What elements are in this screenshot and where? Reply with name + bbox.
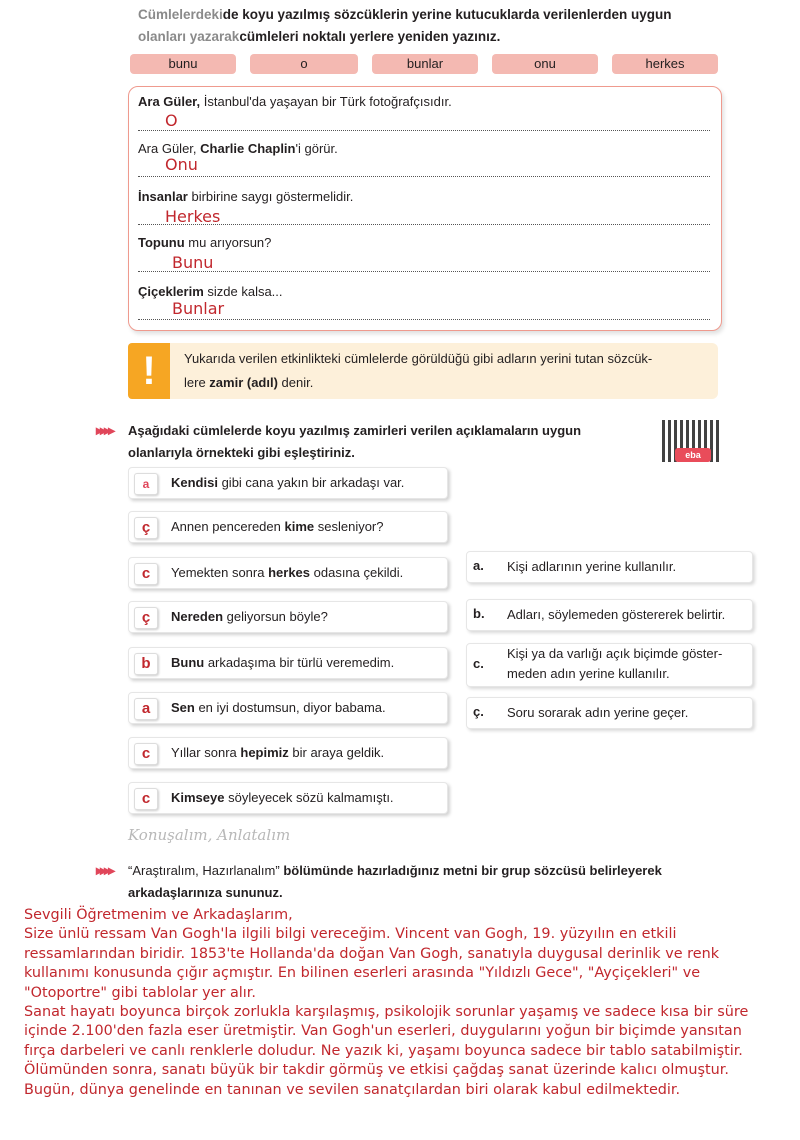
answer-paragraph[interactable] — [24, 906, 784, 1100]
pronoun-item-8: c Kimseye söyleyecek sözü kalmamıştı. — [128, 782, 448, 814]
arrow-icon: ▸▸▸▸ — [96, 862, 113, 878]
instruction-text — [138, 4, 758, 48]
task3-instruction: “Araştıralım, Hazırlanalım” bölümünde hazırladığınız metni bir grup sözcüsü belirleyerek arkadaşlarınıza sununuz. — [128, 863, 662, 900]
pronoun-item-3: c Yemekten sonra herkes odasına çekildi. — [128, 557, 448, 589]
pronoun-item-2: ç Annen pencereden kime sesleniyor? — [128, 511, 448, 543]
answer-line: Sevgili Öğretmenim ve Arkadaşlarım, — [24, 907, 293, 923]
answer-line: Ölümünden sonra, sanatı büyük bir takdir görmüş ve etkisi çağdaş sanat üzerinde kalıcı olmuştur. — [24, 1062, 729, 1079]
info-text: Yukarıda verilen etkinlikteki cümlelerde görüldüğü gibi adların yerini tutan sözcük- lere zamir (adıl) denir. — [184, 351, 653, 390]
pronoun-item-4: ç Nereden geliyorsun böyle? — [128, 601, 448, 633]
answer-line: Size ünlü ressam Van Gogh'la ilgili bilgi vereceğim. Vincent van Gogh, 19. yüzyılın en etkili — [24, 926, 677, 943]
exercise-sentence-5: Çiçeklerim sizde kalsa... — [138, 284, 283, 299]
answer-line: fırça darbeleri ve canlı renklerle doludur. Ne yazık ki, yaşamı boyunca sadece bir tablo satabilmiştir. — [24, 1042, 743, 1059]
answer-line: ressamlarından biridir. 1853'te Hollanda'da doğan Van Gogh, sanatıyla duygusal derinlik ve renk — [24, 945, 720, 962]
exercise-sentence-2: Ara Güler, Charlie Chaplin'i görür. — [138, 141, 338, 156]
word-bank-onu: onu — [492, 54, 598, 74]
explanation-c: c. Kişi ya da varlığı açık biçimde göster- meden adın yerine kullanılır. — [466, 643, 753, 687]
answer-line: kullanımı konusunda çığır açmıştır. En bilinen eserleri arasında "Yıldızlı Gece", "Ayçiçekleri" ve — [24, 965, 701, 982]
answer-letter[interactable]: a — [134, 698, 158, 720]
answer-letter[interactable]: b — [134, 653, 158, 675]
word-bank-bunu: bunu — [130, 54, 236, 74]
answer-line: Sanat hayatı boyunca birçok zorlukla karşılaşmış, psikolojik sorunlar yaşamış ve sadece kısa bir süre — [24, 1004, 749, 1021]
instruction-line-1: de koyu yazılmış sözcüklerin yerine kutucuklarda verilenlerden uygun — [222, 7, 672, 22]
exclamation-icon: ! — [128, 343, 170, 399]
word-bank-o: o — [250, 54, 358, 74]
answer-letter: a — [134, 473, 158, 495]
pronoun-item-1: a Kendisi gibi cana yakın bir arkadaşı var. — [128, 467, 448, 499]
pronoun-item-7: c Yıllar sonra hepimiz bir araya geldik. — [128, 737, 448, 769]
arrow-icon: ▸▸▸▸ — [96, 422, 113, 438]
instruction-line-2: cümleleri noktalı yerlere yeniden yazınız. — [239, 29, 501, 44]
word-bank-herkes: herkes — [612, 54, 718, 74]
explanation-b: b. Adları, söylemeden göstererek belirtir. — [466, 599, 753, 631]
answer-letter[interactable]: c — [134, 563, 158, 585]
explanation-c-cedilla: ç. Soru sorarak adın yerine geçer. — [466, 697, 753, 729]
exercise-answer-2[interactable]: Onu — [165, 155, 198, 174]
answer-line: Bugün, dünya genelinde en tanınan ve sevilen sanatçılardan biri olarak kabul edilmektedir. — [24, 1081, 681, 1098]
section-title: Konuşalım, Anlatalım — [128, 826, 291, 844]
qr-label: eba — [675, 448, 711, 462]
answer-letter[interactable]: ç — [134, 607, 158, 629]
instruction-faded-2: olanları yazarak — [138, 29, 240, 44]
answer-letter[interactable]: ç — [134, 517, 158, 539]
answer-letter[interactable]: c — [134, 743, 158, 765]
answer-line: "Otoportre" gibi tablolar yer alır. — [24, 984, 256, 1001]
pronoun-item-5: b Bunu arkadaşıma bir türlü veremedim. — [128, 647, 448, 679]
word-bank-bunlar: bunlar — [372, 54, 478, 74]
answer-line-3 — [138, 224, 710, 225]
explanation-a: a. Kişi adlarının yerine kullanılır. — [466, 551, 753, 583]
exercise-answer-5[interactable]: Bunlar — [172, 299, 225, 318]
answer-letter[interactable]: c — [134, 788, 158, 810]
instruction-faded-1: Cümlelerdeki — [138, 7, 223, 22]
answer-line-4 — [138, 271, 710, 272]
answer-line-2 — [138, 176, 710, 177]
answer-line-5 — [138, 319, 710, 320]
answer-line-1 — [138, 130, 710, 131]
exercise-answer-4[interactable]: Bunu — [172, 253, 214, 272]
exercise-answer-3[interactable]: Herkes — [165, 207, 221, 226]
answer-line: içinde 2.100'den fazla eser üretmiştir. Van Gogh'un eserleri, duygularını yoğun bir biçimde yansıtan — [24, 1023, 742, 1040]
exercise-sentence-4: Topunu mu arıyorsun? — [138, 235, 272, 250]
pronoun-item-6: a Sen en iyi dostumsun, diyor babama. — [128, 692, 448, 724]
exercise-sentence-3: İnsanlar birbirine saygı göstermelidir. — [138, 189, 354, 204]
exercise-answer-1[interactable]: O — [165, 111, 178, 130]
exercise-sentence-1: Ara Güler, İstanbul'da yaşayan bir Türk fotoğrafçısıdır. — [138, 94, 452, 109]
task2-instruction: Aşağıdaki cümlelerde koyu yazılmış zamirleri verilen açıklamaların uygun olanlarıyla örnekteki gibi eşleştiriniz. — [128, 423, 582, 460]
